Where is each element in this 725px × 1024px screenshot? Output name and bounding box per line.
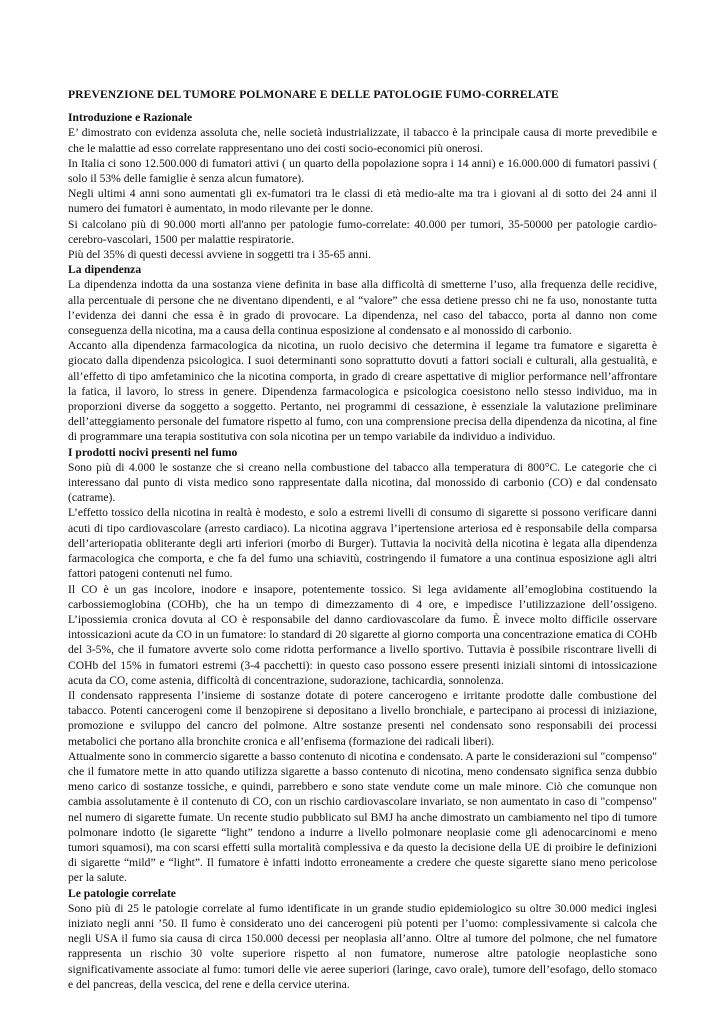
paragraph: La dipendenza indotta da una sostanza viene definita in base alla difficoltà di smetterne l’uso, alla frequenza delle recidive, alla percentuale di persone che ne diventano dipendenti, e al “valore” che essa detiene presso chi ne fa uso, nonostante tutta l’evidenza dei danni che essa è in grado di provocare. La dipendenza, nel caso del tabacco, porta al danno non come conseguenza della nicotina, ma a causa della continua esposizione al condensato e al monossido di carbonio. bbox=[68, 278, 657, 338]
section-dipendenza bbox=[68, 262, 657, 444]
paragraph: Si calcolano più di 90.000 morti all'anno per patologie fumo-correlate: 40.000 per tumori, 35-50000 per patologie cardio-cerebro-vascolari, 1500 per malattie respiratorie. bbox=[68, 217, 657, 246]
section-prodotti-nocivi bbox=[68, 445, 657, 886]
section-heading: I prodotti nocivi presenti nel fumo bbox=[68, 445, 238, 459]
paragraph: In Italia ci sono 12.500.000 di fumatori attivi ( un quarto della popolazione sopra i 14 anni) e 16.000.000 di fumatori passivi ( solo il 53% delle famiglie è senza alcun fumatore). bbox=[68, 156, 657, 186]
section-introduzione bbox=[68, 110, 657, 262]
paragraph: Il condensato rappresenta l’insieme di sostanze dotate di potere cancerogeno e irritante prodotte dalle combustione del tabacco. Potenti cancerogeni come il benzopirene si depositano a livello bronchiale, e partecipano ai processi di iniziazione, promozione e sviluppo del cancro del polmone. Altre sostanze presenti nel condensato sono responsabili dei processi metabolici che portano alla bronchite cronica e all’enfisema (formazione dei radicali liberi). bbox=[68, 688, 657, 748]
paragraph: Accanto alla dipendenza farmacologica da nicotina, un ruolo decisivo che determina il legame tra fumatore e sigaretta è giocato dalla dipendenza psicologica. I suoi determinanti sono soprattutto dovuti a fattori sociali e culturali, alla gestualità, e all’effetto di tipo amfetaminico che la nicotina comporta, in grado di creare aspettative di miglior performance nell’affrontare la fatica, il lavoro, lo stress in genere. Dipendenza farmacologica e psicologica coesistono nello stesso individuo, ma in proporzioni diverse da soggetto a soggetto. Pertanto, nei programmi di cessazione, è essenziale la valutazione preliminare dell’atteggiamento personale del fumatore rispetto al fumo, con una comprensione precisa della dipendenza da nicotina, al fine di programmare una terapia sostitutiva con sola nicotina per un tempo variabile da individuo a individuo. bbox=[68, 339, 657, 444]
section-patologie-correlate bbox=[68, 886, 657, 992]
paragraph: E’ dimostrato con evidenza assoluta che, nelle società industrializzate, il tabacco è la principale causa di morte prevedibile e che le malattie ad esso correlate rappresentano uno dei costi socio-economici più onerosi. bbox=[68, 126, 657, 155]
paragraph: Negli ultimi 4 anni sono aumentati gli ex-fumatori tra le classi di età medio-alte ma tra i giovani al di sotto dei 24 anni il numero dei fumatori è aumentato, in modo rilevante per le donne. bbox=[68, 187, 657, 216]
paragraph: Il CO è un gas incolore, inodore e insapore, potentemente tossico. Si lega avidamente all’emoglobina costituendo la carbossiemoglobina (COHb), che ha un tempo di dimezzamento di 4 ore, e impedisce l’utilizzazione dell’ossigeno. L’ipossiemia cronica dovuta al CO è responsabile del danno cardiovascolare da fumo. È invece molto difficile osservare intossicazioni acute da CO in un fumatore: lo standard di 20 sigarette al giorno comporta una concentrazione ematica di COHb del 3-5%, che il fumatore avverte solo come ridotta performance a livello sportivo. Tuttavia è possibile riscontrare livelli di COHb del 15% in fumatori estremi (3-4 pacchetti): in questo caso possono essere presenti iniziali sintomi di intossicazione acuta da CO, come astenia, difficoltà di concentrazione, sudorazione, tachicardia, sonnolenza. bbox=[68, 582, 657, 687]
paragraph: Sono più di 25 le patologie correlate al fumo identificate in un grande studio epidemiologico su oltre 30.000 medici inglesi iniziato negli anni ’50. Il fumo è considerato uno dei cancerogeni più potenti per l’uomo: complessivamente si calcola che negli USA il fumo sia causa di circa 150.000 decessi per neoplasia all’anno. Oltre al tumore del polmone, che nel fumatore rappresenta un rischio 30 volte superiore rispetto al non fumatore, numerose altre patologie neoplastiche sono significativamente associate al fumo: tumori delle vie aeree superiori (laringe, cavo orale), tumore dell’esofago, dello stomaco e del pancreas, della vescica, del rene e della cervice uterina. bbox=[68, 901, 657, 991]
paragraph: Sono più di 4.000 le sostanze che si creano nella combustione del tabacco alla temperatura di 800°C. Le categorie che ci interessano dal punto di vista medico sono rappresentate dalla nicotina, dal monossido di carbonio (CO) e dal condensato (catrame). bbox=[68, 460, 657, 505]
document-page bbox=[68, 87, 657, 992]
document-title: PREVENZIONE DEL TUMORE POLMONARE E DELLE PATOLOGIE FUMO-CORRELATE bbox=[68, 88, 559, 101]
paragraph: Più del 35% di questi decessi avviene in soggetti tra i 35-65 anni. bbox=[68, 248, 371, 262]
section-heading: Introduzione e Razionale bbox=[68, 111, 193, 125]
section-heading: Le patologie correlate bbox=[68, 886, 176, 900]
paragraph: L’effetto tossico della nicotina in realtà è modesto, e solo a estremi livelli di consumo di sigarette si possono verificare danni acuti di tipo cardiovascolare (arresto cardiaco). La nicotina aggrava l’ipertensione arteriosa ed è responsabile della comparsa dell’arteriopatia obliterante degli arti inferiori (morbo di Burger). Tuttavia la nocività della nicotina è legata alla dipendenza farmacologica che comporta, e che fa del fumo una schiavitù, costringendo il fumatore a una continua esposizione agli altri fattori patogeni contenuti nel fumo. bbox=[68, 506, 657, 581]
section-heading: La dipendenza bbox=[68, 263, 142, 277]
paragraph: Attualmente sono in commercio sigarette a basso contenuto di nicotina e condensato. A parte le considerazioni sul "compenso" che il fumatore mette in atto quando utilizza sigarette a basso contenuto di nicotina, meno condensato significa senza dubbio meno carico di sostanze tossiche, e quindi, parrebbero e sono state vendute come un male minore. Ciò che comunque non cambia assolutamente è il contenuto di CO, con un rischio cardiovascolare invariato, se non aumentato in caso di "compenso" nel numero di sigarette fumate. Un recente studio pubblicato sul BMJ ha anche dimostrato un cambiamento nel tipo di tumore polmonare indotto (le sigarette “light” tendono a indurre a livello polmonare neoplasie come gli adenocarcinomi e meno tumori squamosi), ma con scarsi effetti sulla mortalità complessiva e da questo la decisione della UE di proibire le definizioni di sigarette “mild” e “light”. Il fumatore è infatti indotto erroneamente a credere che queste sigarette siano meno pericolose per la salute. bbox=[68, 749, 657, 885]
